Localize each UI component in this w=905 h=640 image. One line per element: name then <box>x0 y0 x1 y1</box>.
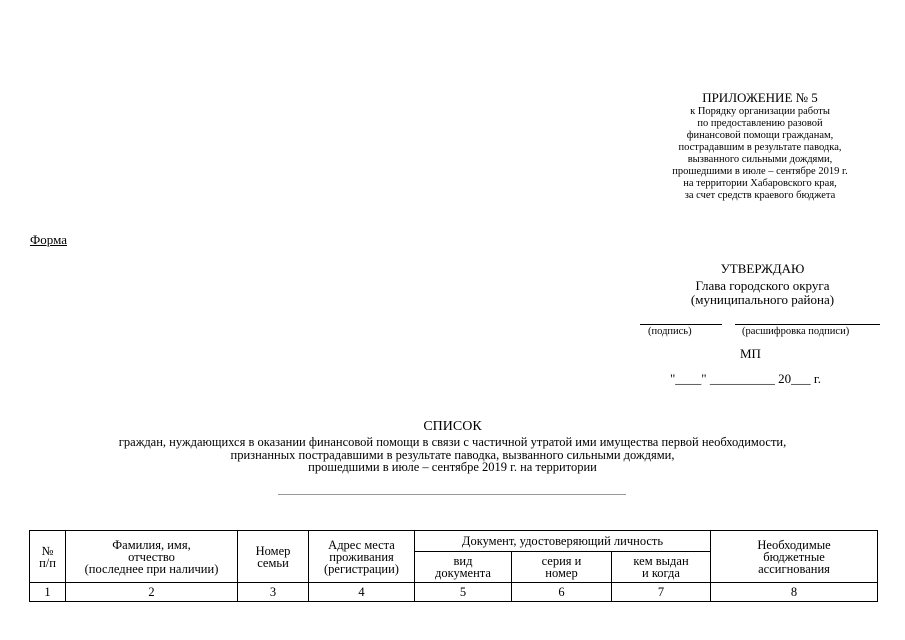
header-label: Адрес места проживания (регистрации) <box>324 537 399 576</box>
stamp-placeholder: МП <box>740 346 761 361</box>
list-description-line: граждан, нуждающихся в оказании финансовой помощи в связи с частичной утратой ими имущества первой необходимости, <box>118 435 787 449</box>
column-number-cell: 6 <box>512 583 612 602</box>
col-document-header <box>415 531 711 552</box>
appendix-line: к Порядку организации работы <box>690 106 830 117</box>
appendix-line: по предоставлению разовой <box>697 118 823 129</box>
appendix-line: на территории Хабаровского края, <box>683 178 837 189</box>
signature-caption: (подпись) <box>648 326 692 337</box>
header-label: серия и номер <box>541 554 582 580</box>
appendix-line: прошедшими в июле – сентябре 2019 г. <box>672 166 848 177</box>
list-title: СПИСОК <box>423 419 482 434</box>
form-label: Форма <box>30 232 67 247</box>
approval-block <box>640 262 885 307</box>
approval-title: УТВЕРЖДАЮ <box>720 261 805 276</box>
column-number-cell: 5 <box>415 583 512 602</box>
col-name-header <box>66 531 238 583</box>
citizens-table <box>29 530 878 602</box>
approval-position-line: Глава городского округа <box>695 278 830 293</box>
col-number-header <box>30 531 66 583</box>
column-number-cell: 3 <box>238 583 309 602</box>
header-label: кем выдан и когда <box>633 554 689 580</box>
territory-fill-line <box>278 494 626 495</box>
appendix-line: за счет средств краевого бюджета <box>684 190 836 201</box>
list-description-line: прошедшими в июле – сентябре 2019 г. на территории <box>308 460 597 474</box>
table-header-row <box>30 531 878 552</box>
appendix-block <box>620 90 900 202</box>
col-doc-issued-header <box>612 552 711 583</box>
column-number-cell: 7 <box>612 583 711 602</box>
appendix-line: финансовой помощи гражданам, <box>686 130 834 141</box>
appendix-line: вызванного сильными дождями, <box>687 154 833 165</box>
col-funds-header <box>711 531 878 583</box>
approval-position-line: (муниципального района) <box>690 292 835 307</box>
signature-decoding-line <box>735 324 880 325</box>
column-number-cell: 1 <box>30 583 66 602</box>
appendix-heading: ПРИЛОЖЕНИЕ № 5 <box>702 90 818 105</box>
list-description-line: признанных пострадавшими в результате паводка, вызванного сильными дождями, <box>230 447 675 462</box>
appendix-line: пострадавшим в результате паводка, <box>678 142 842 153</box>
list-description <box>20 436 885 474</box>
header-label: вид документа <box>435 554 491 580</box>
approval-date: "____" __________ 20___ г. <box>670 371 821 386</box>
header-label: Документ, удостоверяющий личность <box>461 534 664 548</box>
signature-line <box>640 324 722 325</box>
header-label: Необходимые бюджетные ассигнования <box>757 537 831 576</box>
col-doc-series-header <box>512 552 612 583</box>
header-label: Фамилия, имя, отчество (последнее при наличии) <box>84 537 219 576</box>
header-label: № п/п <box>39 543 56 570</box>
column-number-cell: 8 <box>711 583 878 602</box>
col-doc-type-header <box>415 552 512 583</box>
col-address-header <box>309 531 415 583</box>
header-label: Номер семьи <box>255 543 291 570</box>
col-family-header <box>238 531 309 583</box>
table-row <box>30 583 878 602</box>
column-number-cell: 4 <box>309 583 415 602</box>
column-number-cell: 2 <box>66 583 238 602</box>
signature-decoding-caption: (расшифровка подписи) <box>742 326 850 337</box>
